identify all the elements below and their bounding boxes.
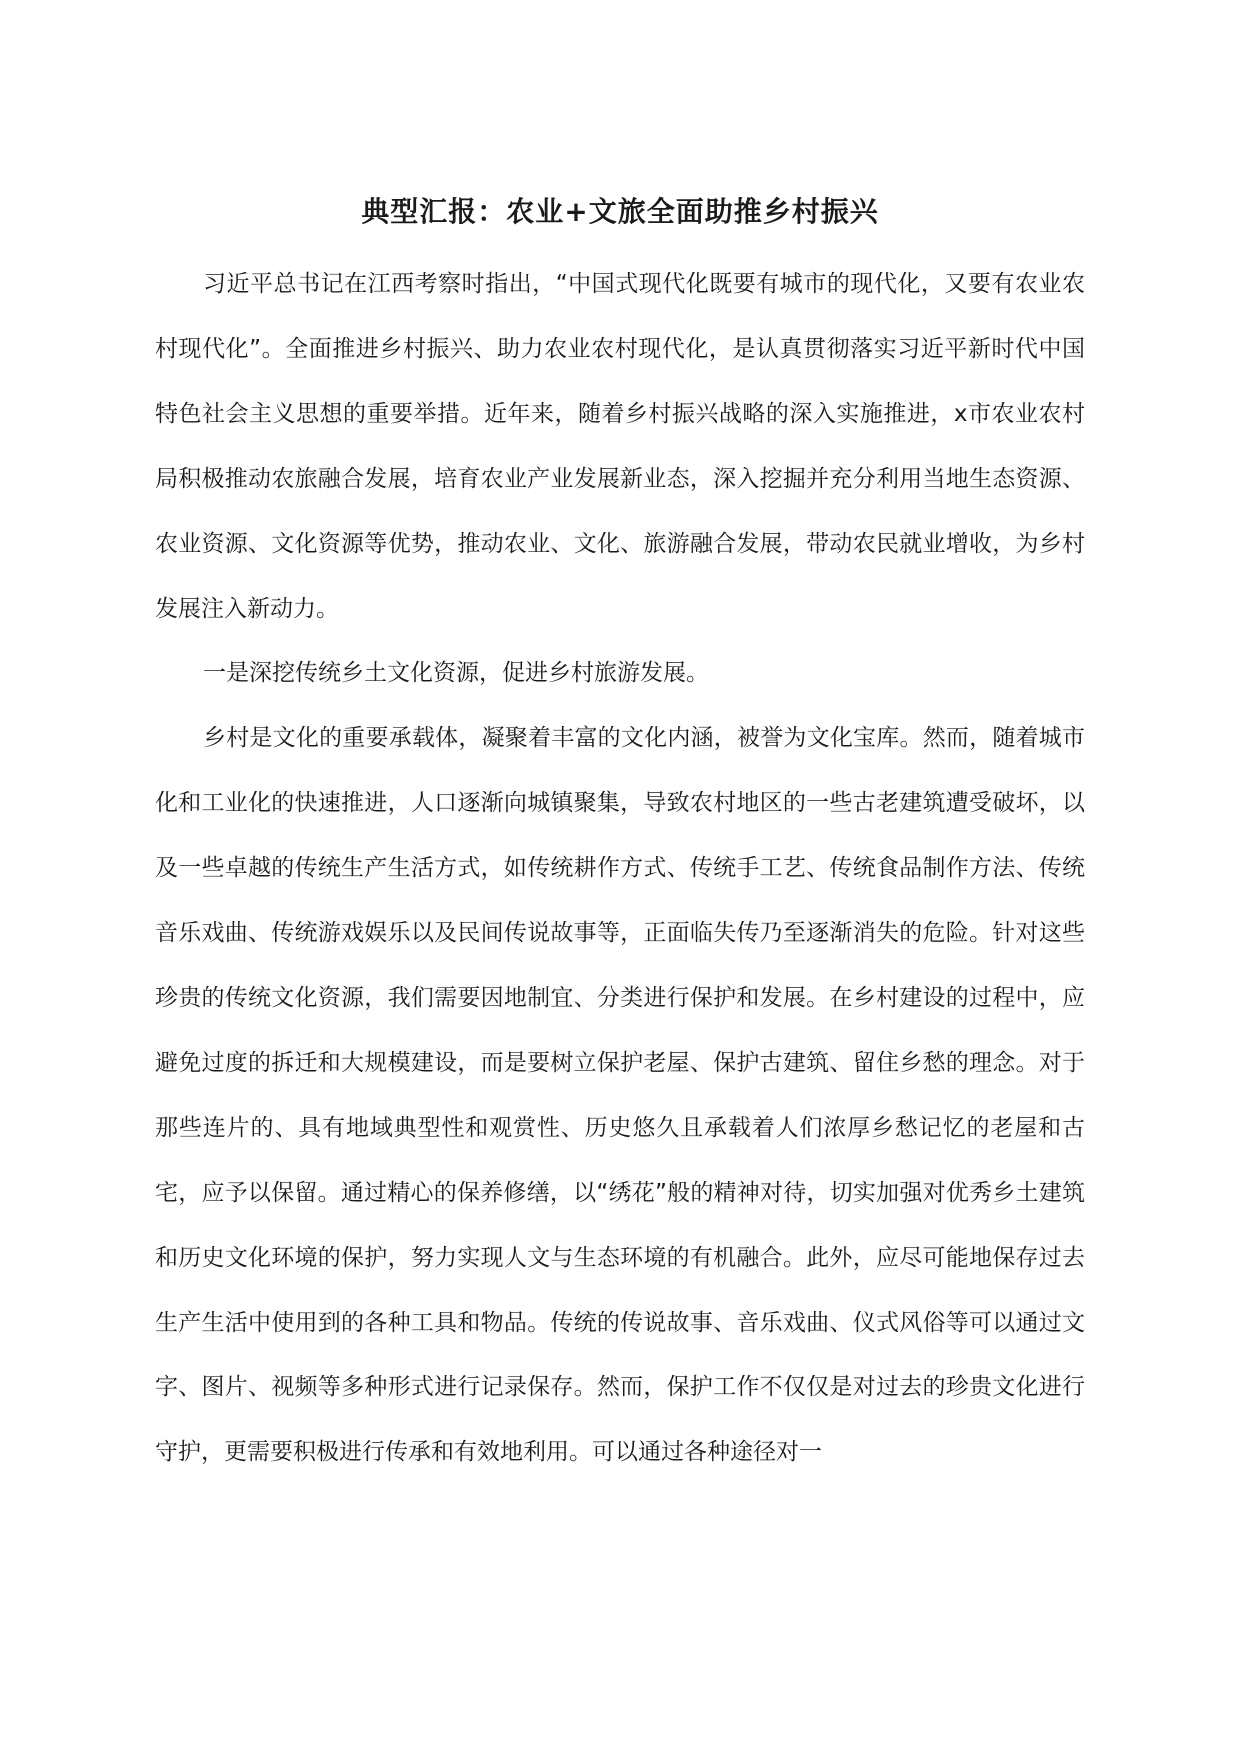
document-body (155, 252, 1085, 1485)
paragraph-section-heading: 一是深挖传统乡土文化资源，促进乡村旅游发展。 (203, 660, 709, 687)
paragraph-intro: 习近平总书记在江西考察时指出，“中国式现代化既要有城市的现代化，又要有农业农村现代化”。全面推进乡村振兴、助力农业农村现代化，是认真贯彻落实习近平新时代中国特色社会主义思想的重要举措。近年来，随着乡村振兴战略的深入实施推进，x市农业农村局积极推动农旅融合发展，培育农业产业发展新业态，深入挖掘并充分利用当地生态资源、农业资源、文化资源等优势，推动农业、文化、旅游融合发展，带动农民就业增收，为乡村发展注入新动力。 (155, 271, 1085, 622)
document-title: 典型汇报：农业+文旅全面助推乡村振兴 (361, 195, 879, 228)
paragraph-body: 乡村是文化的重要承载体，凝聚着丰富的文化内涵，被誉为文化宝库。然而，随着城市化和工业化的快速推进，人口逐渐向城镇聚集，导致农村地区的一些古老建筑遭受破坏，以及一些卓越的传统生产生活方式，如传统耕作方式、传统手工艺、传统食品制作方法、传统音乐戏曲、传统游戏娱乐以及民间传说故事等，正面临失传乃至逐渐消失的危险。针对这些珍贵的传统文化资源，我们需要因地制宜、分类进行保护和发展。在乡村建设的过程中，应避免过度的拆迁和大规模建设，而是要树立保护老屋、保护古建筑、留住乡愁的理念。对于那些连片的、具有地域典型性和观赏性、历史悠久且承载着人们浓厚乡愁记忆的老屋和古宅，应予以保留。通过精心的保养修缮，以“绣花”般的精神对待，切实加强对优秀乡土建筑和历史文化环境的保护，努力实现人文与生态环境的有机融合。此外，应尽可能地保存过去生产生活中使用到的各种工具和物品。传统的传说故事、音乐戏曲、仪式风俗等可以通过文字、图片、视频等多种形式进行记录保存。然而，保护工作不仅仅是对过去的珍贵文化进行守护，更需要积极进行传承和有效地利用。可以通过各种途径对一 (155, 725, 1085, 1466)
